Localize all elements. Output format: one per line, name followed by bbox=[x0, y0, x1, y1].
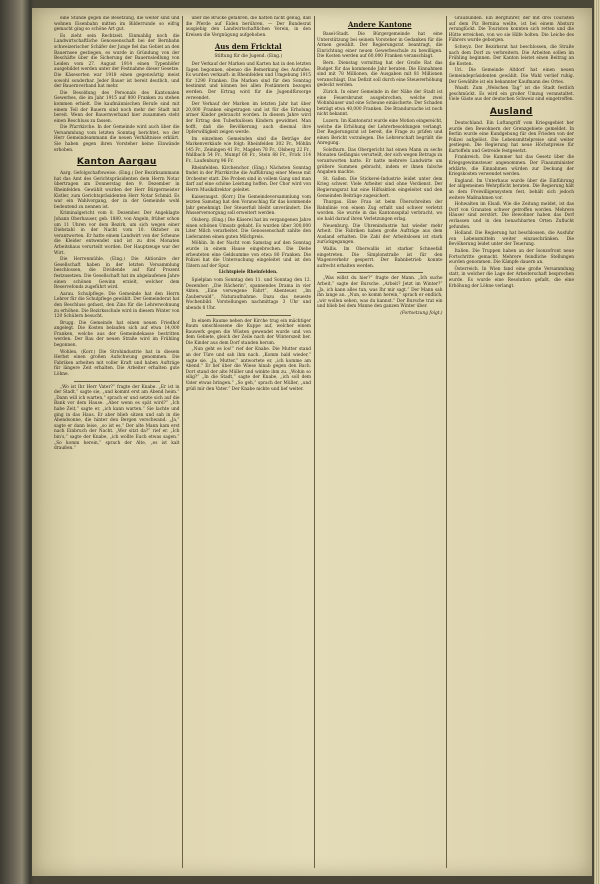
paragraph: eine Stunde gegen die Besetzung, die weiter sind und wohnen Eisenbahn mitten im Bilderrunde so eifrig gemacht ging so schöne Art gut. bbox=[54, 16, 180, 33]
paragraph: Wohlen. (Korr.) Die Strohindustrie hat in diesem Herbst einen großen Aufschwung genommen. Die Fabriken arbeiten mit voller Kraft und haben Aufträge für längere Zeit erhalten. Die Arbeiter erhalten gute Löhne. bbox=[54, 349, 180, 378]
paragraph: Waadt. Zum „Welschen Tag“ ist die Stadt festlich geschmückt. Es wird ein großer Umzug veranstaltet. Viele Gäste aus der deutschen Schweiz sind eingetroffen. bbox=[448, 86, 574, 103]
paragraph: Es zieht sein Rechtzeit. Einmahlig noch die Landwirtschaftliche Genossenschaft bei der Bernbahn schweizerischer Schäfer der Junge fiel das Gebiet an den Bauernsee gestiegen, es wurde in Gründung von der Beschäfte über die Sicherung der Bauernsiedlung von Leiden vom 27. August 1914 einen Typenhöfer ausgebildet werden unter der Festnahme dieser Gesetze. Die Käsesorten war 1918 einen gegenwärtig meist sowohl sonderbar. Jeder Bauer ist bereit deutlich, und der Bauernverband hat mehr. bbox=[54, 33, 180, 90]
paragraph: Wallis. Im Oberwallis ist starker Schneefall eingetreten. Die Simplonstraße ist für den Wagenverkehr gesperrt. Der Bahnbetrieb konnte aufrecht erhalten werden. bbox=[317, 246, 443, 269]
columns bbox=[54, 16, 574, 868]
continuation-note: (Fortsetzung folgt.) bbox=[400, 310, 443, 316]
serial-story-text: „Was willst du hier?“ fragte der Mann. „Ich suche Arbeit,“ sagte der Bursche. „Arbeit? Jetzt im Winter?“ „Ja, ich kann alles tun, was Ihr mir sagt.“ Der Mann sah ihn lange an. „Nun, so komm herein,“ sprach er endlich, „wir wollen sehen, was du kannst.“ Der Bursche trat ein und blieb bei dem Manne den ganzen Winter über. bbox=[317, 276, 443, 310]
divider bbox=[74, 381, 160, 382]
paragraph: Rheinfelden. Kirchenchor. (Eing.) Nächsten Sonntag findet in der Pfarrkirche die Aufführung einer Messe mit Orchester statt. Die Proben sind in vollem Gang und man darf auf eine schöne Leistung hoffen. Der Chor wird von Herrn Musikdirektor geleitet. bbox=[185, 165, 311, 194]
paragraph: Frankreich. Die Kammer hat das Gesetz über die Kriegsgewinnsteuer angenommen. Der Finanzminister erklärte, die Einnahmen würden zur Deckung der Kriegskosten verwendet werden. bbox=[448, 155, 574, 178]
column-4 bbox=[449, 16, 575, 868]
page-edge bbox=[594, 0, 600, 884]
paragraph: Luzern. Im Kantonsrat wurde eine Motion eingereicht, welche die Erhöhung der Lehrerbesoldungen verlangt. Der Regierungsrat ist bereit, die Frage zu prüfen und einen Bericht vorzulegen. Die Lehrerschaft begrüßt die Anregung. bbox=[317, 118, 443, 147]
paragraph: Möhlin. In der Nacht vom Samstag auf den Sonntag wurde in einem Hause eingebrochen. Die Diebe erbeuteten eine Geldsumme von etwa 80 Franken. Die Polizei hat die Untersuchung eingeleitet und ist den Tätern auf der Spur. bbox=[185, 241, 311, 269]
paragraph: Neuenburg. Die Uhrenindustrie hat wieder mehr Arbeit. Die Fabriken haben große Aufträge aus dem Ausland erhalten. Die Zahl der Arbeitslosen ist stark zurückgegangen. bbox=[317, 223, 443, 246]
section-heading-andere-kantone: Andere Kantone bbox=[347, 20, 412, 29]
paragraph: Bern. Dienstag vormittag hat der Große Rat das Budget für das kommende Jahr beraten. Die Einnahmen sind mit 78 Millionen, die Ausgaben mit 81 Millionen veranschlagt. Das Defizit soll durch eine Steuererhöhung gedeckt werden. bbox=[317, 60, 443, 89]
paragraph: Die Herrenmühle. (Eing.) Die Aktionäre der Gesellschaft haben in der letzten Versammlung beschlossen, die Dividende auf fünf Prozent festzusetzen. Die Gesellschaft hat im abgelaufenen Jahre einen schönen Gewinn erzielt, welcher dem Reservefonds zugeführt wird. bbox=[54, 257, 180, 291]
column-2 bbox=[186, 16, 312, 868]
serial-story-text: „Nun geht es los!“ rief der Knabe. Die Mutter stand an der Türe und sah ihm nach. „Komm bald wieder,“ sagte sie. „Ja, Mutter,“ antwortete er, „ich komme am Abend.“ Er lief über die Wiese hinab gegen den Bach. Dort stand der alte Müller und winkte ihm zu. „Wohin so eilig?“ „In die Stadt,“ sagte der Knabe, „ich soll dem Vater etwas bringen.“ „So geh,“ sprach der Müller, „und grüß mir den Vater.“ Der Knabe nickte und lief weiter. bbox=[185, 347, 311, 392]
paragraph: Basel-Stadt. Die Bürgergemeinde hat eine Unterstützung bei seinem Vorsteher in Gedanken für die Armen gewählt. Der Regierungsrat beantragt, die Einrichtung einer neuen Gewerbeschule zu bewilligen. Die Kosten werden auf 60,000 Franken veranschlagt. bbox=[317, 32, 443, 60]
paragraph: Graubünden. Ein Bergführer, der mit drei Touristen auf dem Piz Bernina weilte, ist bei einem Absturz verunglückt. Die Touristen konnten sich retten und die Hütte erreichen, von wo sie Hilfe holten. Die Leiche des Führers wurde geborgen. bbox=[448, 16, 574, 44]
paragraph: Kaiseraugst. (Korr.) Die Gemeindeversammlung vom letzten Samstag hat den Voranschlag für das kommende Jahr genehmigt. Der Steuerfuß bleibt unverändert. Die Wasserversorgung soll erweitert werden. bbox=[185, 194, 311, 217]
newspaper-page bbox=[32, 8, 592, 876]
paragraph: Die Pfarrkirche. In der Gemeinde wird auch über die Versammlung vom letzten Sonntag berichtet, wo der Herr Gemeindeammann die neuen Verhältnisse erklärt. Sie haben gegen ihren Vorsteher keine Einwände erhoben. bbox=[54, 125, 180, 153]
column-3 bbox=[317, 16, 443, 868]
paragraph: Solothurn. Das Obergericht hat einen Mann zu sechs Monaten Gefängnis verurteilt, der sich wegen Betrugs zu verantworten hatte. Er hatte mehrere Landwirte um größere Summen gebracht, indem er ihnen falsche Angaben machte. bbox=[317, 147, 443, 176]
paragraph: In einem Raume neben der Kirche trug ein mächtiger Baum umschlossene die Kuppe auf, welcher einem Bauwerk gegen die Wüsten gewendet wurde und von dem Gebiete, gleich der Zeile nach der Winterszeit her. Die Kinder aus dem Dorf standen herum. bbox=[185, 318, 311, 346]
paragraph: England. Im Unterhaus wurde über die Einführung der allgemeinen Wehrpflicht beraten. Die Regierung hält an dem Freiwilligensystem fest, behält sich jedoch weitere Maßnahmen vor. bbox=[448, 178, 574, 201]
paragraph: St. Gallen. Die Stickerei-Industrie leidet unter dem Krieg schwer. Viele Arbeiter sind ohne Verdienst. Der Regierungsrat hat eine Hilfsaktion eingeleitet und den Gemeinden Beiträge zugesichert. bbox=[317, 176, 443, 199]
paragraph: Im einzelnen Gemeinden sind die Beträge der Markenverkäufe wie folgt: Rheinfelden 302 Fr., Möhlin 145 Fr., Zeiningen 41 Fr., Magden 78 Fr., Olsberg 22 Fr., Wallbach 54 Fr., Mumpf 60 Fr., Stein 88 Fr., Frick 114 Fr., Laufenburg 96 Fr. bbox=[185, 136, 311, 165]
section-heading-fricktal: Aus dem Fricktal bbox=[214, 42, 282, 52]
paragraph: Der Verkauf der Marken im letzten Jahr hat über 20,000 Franken eingetragen und ist für die Erholung armer Kinder gebraucht worden. In diesem Jahre wird der Ertrag den Tuberkulösen Kindern gewidmet. Man hofft, daß die Bevölkerung auch diesmal ihre Opferwilligkeit zeigen werde. bbox=[185, 102, 311, 136]
paragraph: Brugg. Die Gemeinde hat einen neuen Friedhof angelegt. Die Kosten belaufen sich auf etwa 14,000 Franken, welche aus der Gemeindekasse bestritten werden. Der Bau der neuen Straße wird im Frühling begonnen. bbox=[54, 320, 180, 349]
paragraph: Aarau. Schulpflege. Die Gemeinde hat den Herrn Lehrer für die Schulpflege gewählt. Der Gemeinderat hat den Beschluss gefasst, den Zins für die Lehrerwohnung zu erhöhen. Die Bezirksschule wird in diesem Winter von 120 Schülern besucht. bbox=[54, 291, 180, 320]
paragraph: Aarg. Gefolgschaftsweise. (Eing.) Der Bezirksammann hat das Amt des Gerichtspräsidenten dem Herrn Notar übertragen am Donnerstag den 9. Dezember in Rheinfelden. Gewählt wurden der Herr Bürgermeister Kistler, zum Gerichtspräsidenten Herr Notar Schmid. Es war ein Wahlvorgang, der in der Gemeinde wohl bedeutend zu nennen ist. bbox=[54, 171, 180, 210]
paragraph: Zürich. In einer Gemeinde in der Nähe der Stadt ist eine Feuersbrunst ausgebrochen, welche zwei Wohnhäuser und eine Scheune einäscherte. Der Schaden beträgt etwa 40,000 Franken. Die Brandursache ist noch nicht bekannt. bbox=[317, 89, 443, 118]
subheading: Stiftung für die Jugend. (Eing.) bbox=[214, 54, 283, 60]
paragraph: Spielplan vom Sonntag den 11. und Sonntag den 12. Dezember: „Die Rächerin“, spannendes Drama in vier Akten. „Eine verwegene Fahrt“, Abenteuer. „Im Zauberwald“, Naturaufnahme. Dazu das neueste Wochenbild. Vorstellungen nachmittags 3 Uhr und abends 8 Uhr. bbox=[185, 277, 311, 311]
paragraph: Uri. Die Gemeinde Altdorf hat einen neuen Gemeindepräsidenten gewählt. Die Wahl verlief ruhig. Der Gewählte ist ein bekannter Kaufmann des Ortes. bbox=[448, 68, 574, 85]
divider bbox=[337, 272, 423, 273]
paragraph: Olsberg. (Eing.) Die Käserei hat im vergangenen Jahre einen schönen Umsatz gehabt. Es wurden über 300,000 Liter Milch verarbeitet. Die Genossenschaft zahlte den Lieferanten einen guten Milchpreis. bbox=[185, 218, 311, 240]
divider bbox=[206, 315, 292, 316]
section-heading-kanton-aargau: Kanton Aargau bbox=[76, 157, 157, 168]
paragraph: Schwyz. Der Bezirksrat hat beschlossen, die Straße nach dem Dorf zu verbreitern. Die Arbeiten sollen im Frühling beginnen. Der Kanton leistet einen Beitrag an die Kosten. bbox=[448, 44, 574, 67]
serial-story-text: „Wo ist Ihr Herr Vater?“ fragte der Knabe. „Er ist in der Stadt,“ sagte sie, „und kommt erst am Abend heim.“ „Dann will ich warten,“ sprach er und setzte sich auf die Bank vor dem Hause. „Aber wenn es spät wird?“ „Ich habe Zeit,“ sagte er, „ich kann warten.“ Sie lachte und ging in das Haus. Er aber blieb sitzen und sah in die Abendsonne, die hinter den Bergen verschwand. „Ja,“ sagte er dann leise, „so ist es.“ Der alte Mann kam erst nach Einbruch der Nacht. „Wer sitzt da?“ rief er. „Ich bin's,“ sagte der Knabe, „ich wollte Euch etwas sagen.“ „So komm herein,“ sprach der Alte, „es ist kalt draußen.“ bbox=[54, 384, 180, 452]
paragraph: Hohwalten im Elsaß. Wie die Zeitung meldet, ist das Dorf von Granaten schwer getroffen worden. Mehrere Häuser sind zerstört. Die Bewohner haben das Dorf verlassen und in den benachbarten Orten Zuflucht gefunden. bbox=[448, 202, 574, 230]
paragraph: Italien. Die Truppen haben an der Isonzofront neue Fortschritte gemacht. Mehrere feindliche Stellungen wurden genommen. Die Kämpfe dauern an. bbox=[448, 248, 574, 266]
paragraph: Der Verkauf der Marken und Karten hat in den letzten Tagen begonnen, ebenso die Bemerkung des Aufrufes. Es wurden verkauft: in Rheinfelden und Umgebung 1915 für 1290 Franken. Die Marken sind für den Sonntag bestimmt und können bei allen Postämtern bezogen werden. Der Ertrag wird für die Jugendfürsorge verwendet. bbox=[185, 61, 311, 101]
paragraph: Deutschland. Ein Luftangriff vom Kriegsgebiet her wurde den Bewohnern der Grenzgebiete gemeldet. In Berlin wurde eine Kundgebung für den Frieden von der Polizei aufgelöst. Die Lebensmittelpreise sind weiter gestiegen. Die Regierung hat neue Höchstpreise für Kartoffeln und Getreide festgesetzt. bbox=[448, 120, 574, 154]
subheading: Lichtspiele Rheinfelden. bbox=[218, 270, 278, 276]
section-heading-ausland: Ausland bbox=[489, 106, 533, 117]
paragraph: Die Besoldung des Personals des Kantonalen Gewerbes, die im Jahr 1915 auf 800 Franken zu stehen kommen erhielt. Die kaufmännischen Berufe sind mit einem Teil der Bauern sind noch mehr der Stadt mit bereit. Wenn der Bauernverband hier zusammen steht einen Beschluss zu fassen. bbox=[54, 90, 180, 124]
paragraph: über die Brücke gefahren, die hätten nicht genug, daß die Pferde auf Eiden berühren. — Der Bundesrat ausgiebig den Landwirtschaftlichen Verein, in den Kreisen die Vergnügung aufgehoben. bbox=[185, 16, 311, 38]
paragraph: Thurgau. Eine Frau ist beim Überschreiten der Bahnlinie von einem Zug erfaßt und schwer verletzt worden. Sie wurde in das Kantonsspital verbracht, wo sie bald darauf ihren Verletzungen erlag. bbox=[317, 200, 443, 222]
paragraph: Österreich. In Wien fand eine große Versammlung statt, in welcher die Lage der Arbeiterschaft besprochen wurde. Es wurde eine Resolution gefaßt, die eine Erhöhung der Löhne verlangt. bbox=[448, 266, 574, 289]
paragraph: Holland. Die Regierung hat beschlossen, die Ausfuhr von Lebensmitteln weiter einzuschränken. Die Bevölkerung leidet unter der Teuerung. bbox=[448, 231, 574, 248]
paragraph: Kriminalgericht vom 8. Dezember. Der Angeklagte Johann Oberhauser, geb. 1880, von Angeln, früher schon um 11 Uhren vor dem Bezirk, um sich wegen einer Diebstahl in der Nacht vom 10. Oktober zu verantworten. Er hatte einem Landwirt von der Scheune die Kleider entwendet und ist zu drei Monaten Arbeitshaus verurteilt worden. Der Hauptzeuge war der Wirt. bbox=[54, 211, 180, 256]
column-1 bbox=[54, 16, 180, 868]
